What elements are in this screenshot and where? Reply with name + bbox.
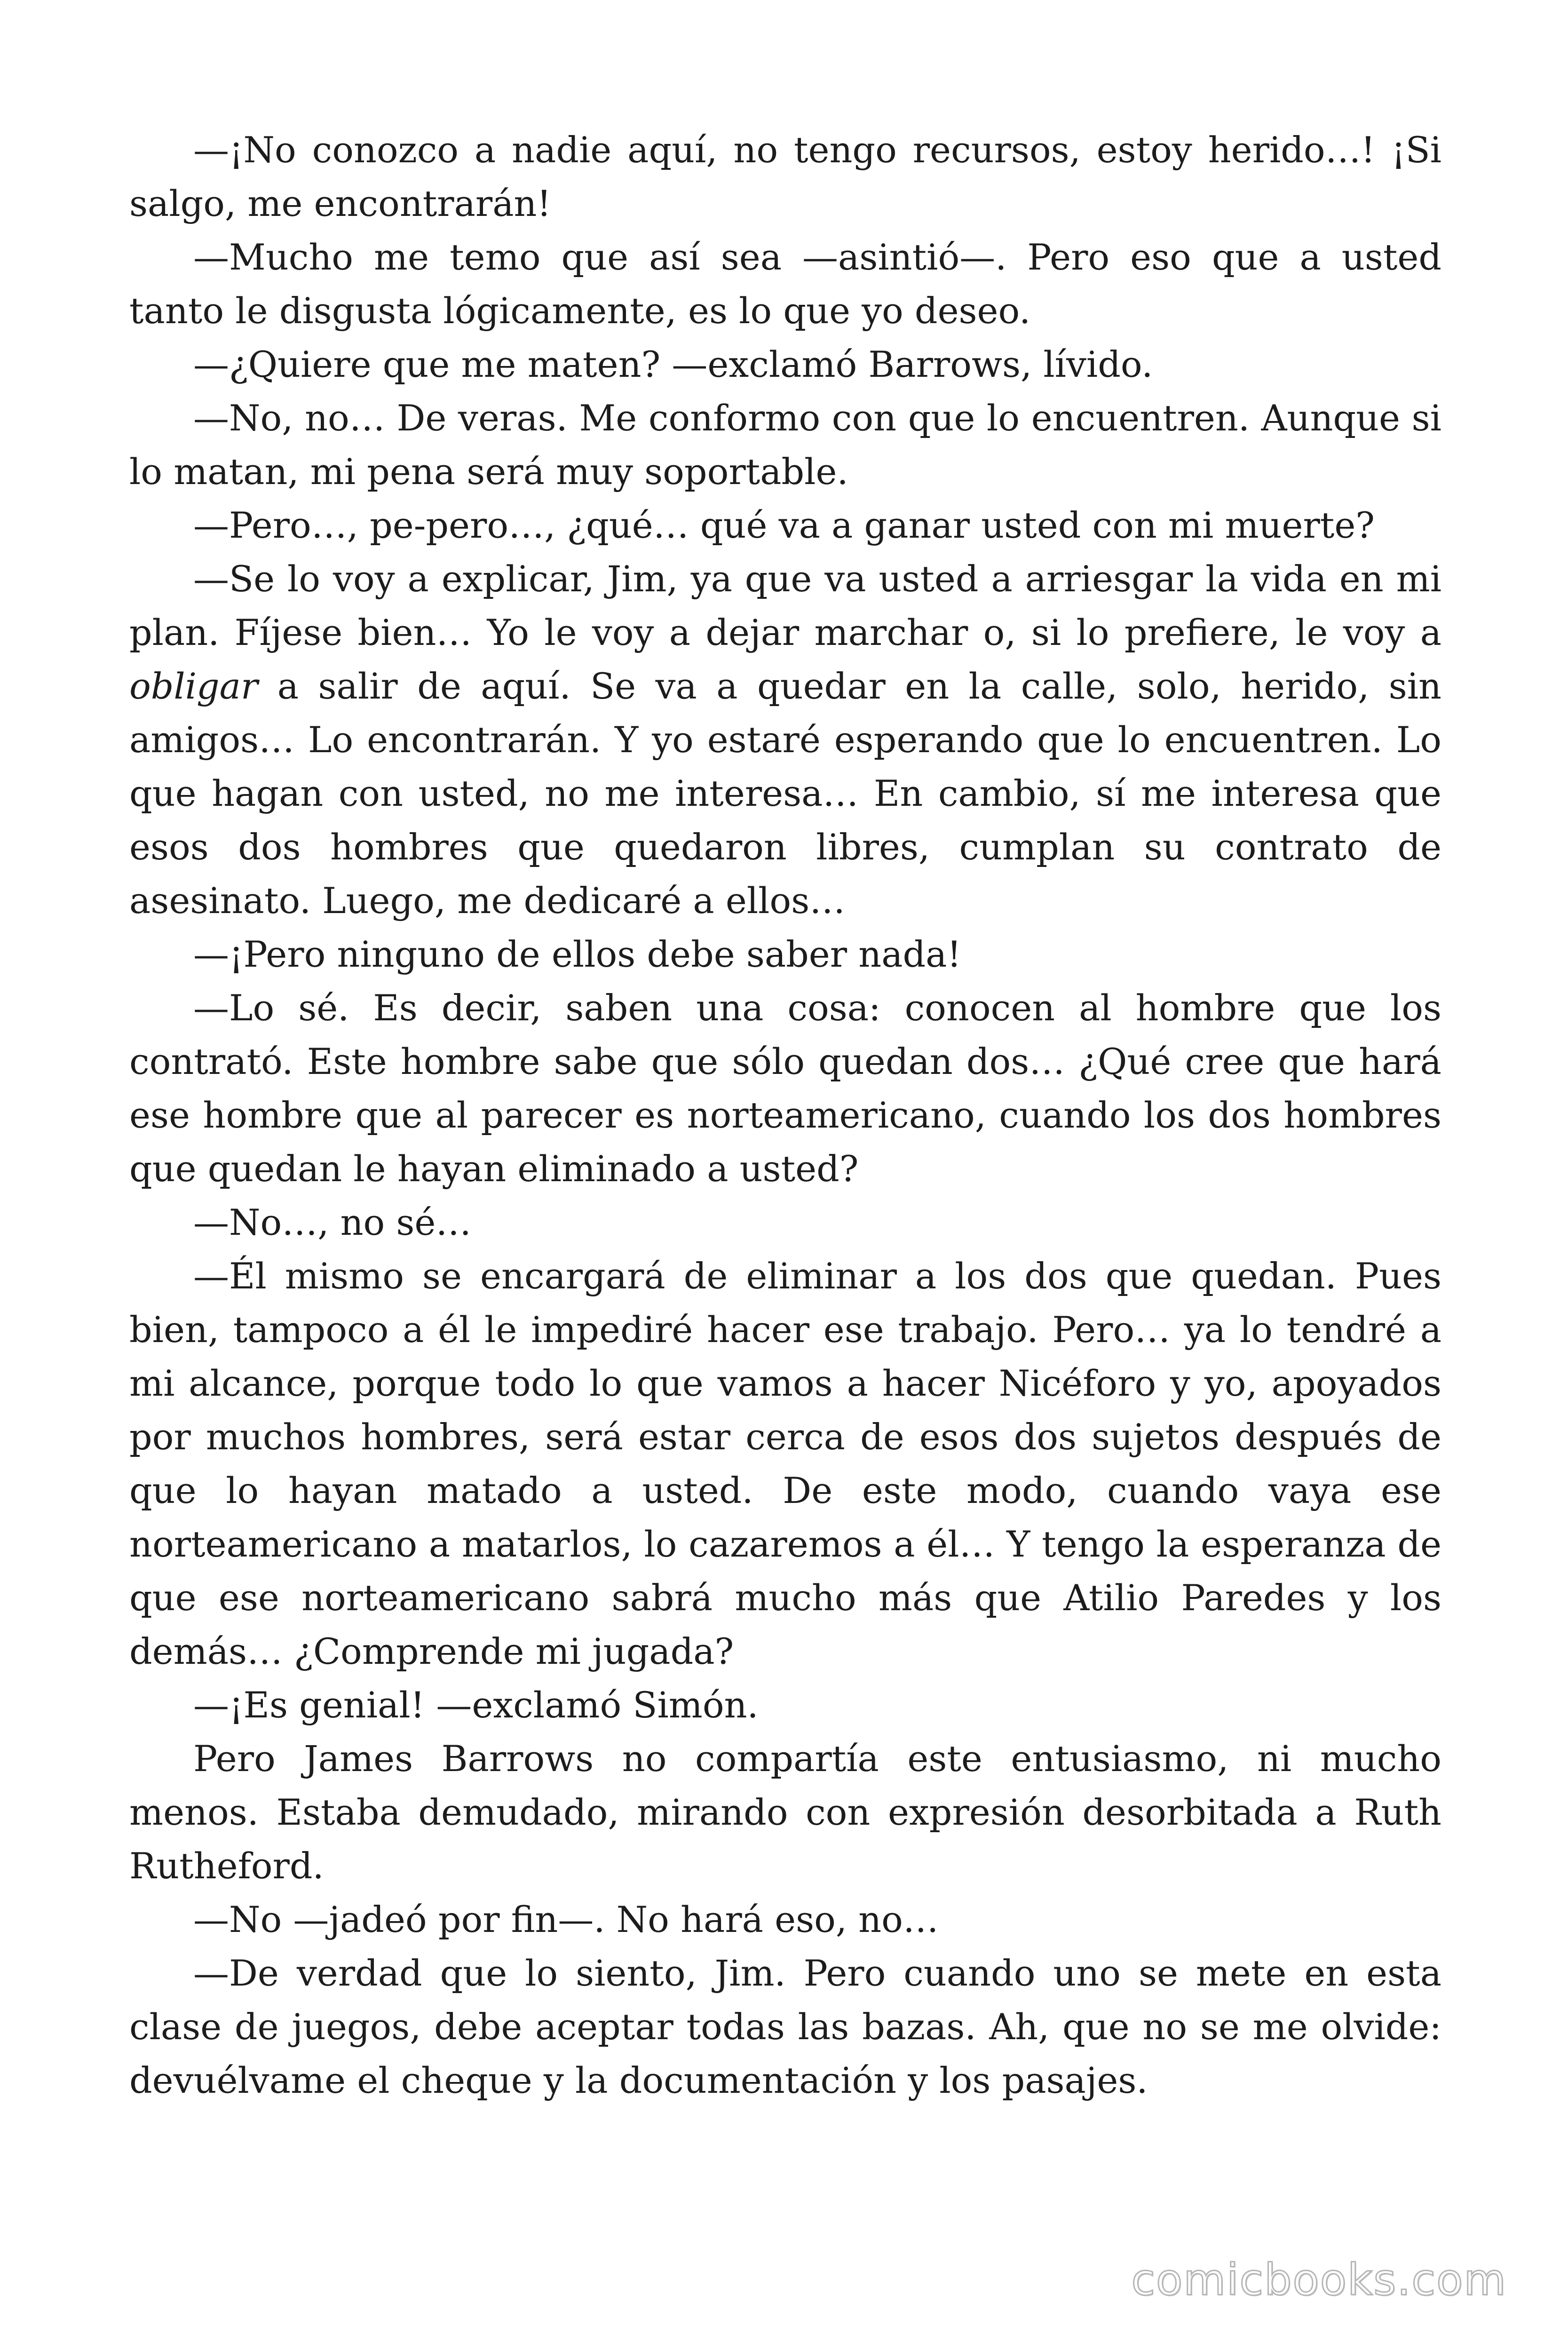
paragraph: —¡No conozco a nadie aquí, no tengo recursos, estoy herido…! ¡Si salgo, me encontrarán!	[129, 129, 1441, 224]
page-body	[129, 123, 1441, 2107]
paragraph: —Pero…, pe-pero…, ¿qué… qué va a ganar usted con mi muerte?	[193, 504, 1375, 546]
paragraph: —Lo sé. Es decir, saben una cosa: conocen al hombre que los contrató. Este hombre sabe que sólo quedan dos… ¿Qué cree que hará ese hombre que al parecer es norteamericano, cuando los dos hombres que quedan le hayan eliminado a usted?	[129, 987, 1441, 1190]
paragraph: —Mucho me temo que así sea —asintió—. Pero eso que a usted tanto le disgusta lógicamente, es lo que yo deseo.	[129, 236, 1441, 332]
paragraph: —¿Quiere que me maten? —exclamó Barrows, lívido.	[193, 343, 1153, 385]
paragraph: —No…, no sé…	[193, 1201, 472, 1243]
paragraph	[129, 552, 1441, 928]
paragraph: —No, no… De veras. Me conformo con que lo encuentren. Aunque si lo matan, mi pena será muy soportable.	[129, 397, 1441, 493]
paragraph-text: —Se lo voy a explicar, Jim, ya que va usted a arriesgar la vida en mi plan. Fíjese bien… Yo le voy a dejar marchar o, si lo prefiere, le voy a	[129, 558, 1441, 653]
paragraph: —No —jadeó por fin—. No hará eso, no…	[193, 1899, 939, 1940]
watermark: comicbooks.com	[1131, 2255, 1507, 2305]
paragraph: —¡Es genial! —exclamó Simón.	[193, 1684, 759, 1726]
paragraph: —De verdad que lo siento, Jim. Pero cuando uno se mete en esta clase de juegos, debe aceptar todas las bazas. Ah, que no se me olvide: devuélvame el cheque y la documentación y los pasajes.	[129, 1952, 1441, 2101]
paragraph: —¡Pero ninguno de ellos debe saber nada!	[193, 933, 962, 975]
emphasized-word: obligar	[129, 665, 258, 707]
paragraph-text: a salir de aquí. Se va a quedar en la calle, solo, herido, sin amigos… Lo encontrarán. Y yo estaré esperando que lo encuentren. Lo que hagan con usted, no me interesa… En cambio, sí me interesa que esos dos hombres que quedaron libres, cumplan su contrato de asesinato. Luego, me dedicaré a ellos…	[129, 665, 1441, 922]
paragraph: —Él mismo se encargará de eliminar a los dos que quedan. Pues bien, tampoco a él le impediré hacer ese trabajo. Pero… ya lo tendré a mi alcance, porque todo lo que vamos a hacer Nicéforo y yo, apoyados por muchos hombres, será estar cerca de esos dos sujetos después de que lo hayan matado a usted. De este modo, cuando vaya ese norteamericano a matarlos, lo cazaremos a él… Y tengo la esperanza de que ese norteamericano sabrá mucho más que Atilio Paredes y los demás… ¿Comprende mi jugada?	[129, 1255, 1441, 1672]
paragraph: Pero James Barrows no compartía este entusiasmo, ni mucho menos. Estaba demudado, mirando con expresión desorbitada a Ruth Rutheford.	[129, 1738, 1441, 1887]
